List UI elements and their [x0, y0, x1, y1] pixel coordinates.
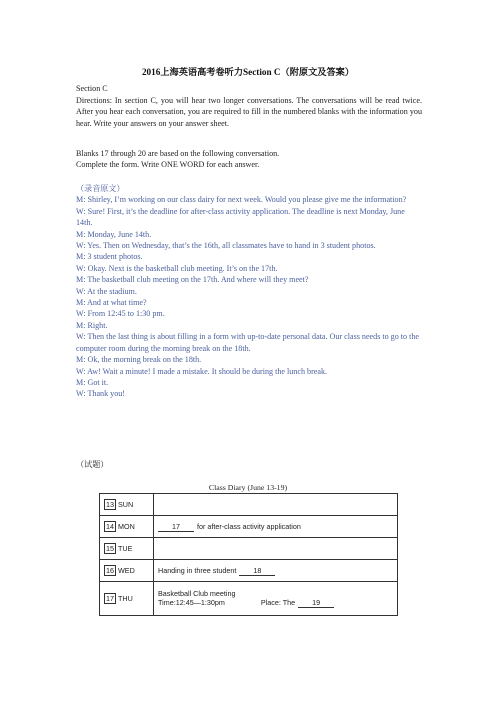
answer-blank-18[interactable]: 18	[239, 566, 275, 576]
date-number: 16	[106, 566, 114, 575]
transcript-line: M: Got it.	[76, 377, 109, 387]
table-row	[100, 582, 398, 616]
transcript-line: M: The basketball club meeting on the 17th. And where will they meet?	[76, 275, 309, 285]
transcript-label: （录音原文）	[76, 184, 125, 193]
table-row	[100, 560, 398, 582]
transcript-line: W: Aw! Wait a minute! I made a mistake. It should be during the lunch break.	[76, 366, 328, 376]
day-name: SUN	[118, 500, 134, 509]
day-name: TUE	[118, 544, 133, 553]
entry-line	[158, 598, 393, 608]
day-name: THU	[118, 594, 133, 603]
day-cell	[100, 494, 154, 516]
date-number: 15	[106, 544, 114, 553]
blanks-instructions	[76, 148, 422, 171]
transcript-line: W: Okay. Next is the basketball club meeting. It’s on the 17th.	[76, 263, 278, 273]
blanks-intro: Blanks 17 through 20 are based on the following conversation.	[76, 149, 280, 158]
transcript-line: W: From 12:45 to 1:30 pm.	[76, 309, 165, 319]
transcript-line: W: Thank you!	[76, 389, 126, 399]
answer-blank-19[interactable]: 19	[298, 598, 334, 608]
day-cell	[100, 516, 154, 538]
date-number: 14	[106, 522, 114, 531]
entry-cell	[154, 582, 398, 616]
day-cell	[100, 560, 154, 582]
directions-paragraph	[76, 95, 422, 129]
transcript-line: W: Yes. Then on Wednesday, that’s the 16th, all classmates have to hand in 3 student photos.	[76, 241, 376, 251]
date-number: 17	[106, 594, 114, 603]
directions-text: Directions: In section C, you will hear two longer conversations. The conversations will be read twice. After you hear each conversation, you are required to fill in the numbered blanks with the information you hear. Write your answers on your answer sheet.	[76, 96, 422, 128]
entry-text: Handing in three student	[158, 565, 237, 575]
entry-line: Basketball Club meeting	[158, 589, 236, 598]
transcript-line: M: Right.	[76, 320, 108, 330]
day-name: WED	[118, 566, 135, 575]
entry-cell	[154, 538, 398, 560]
answer-blank-17[interactable]: 17	[158, 522, 194, 532]
entry-cell	[154, 494, 398, 516]
trial-label: （试题）	[76, 460, 109, 469]
entry-text: for after-class activity application	[197, 521, 301, 531]
section-heading: Section C	[76, 84, 108, 93]
day-cell	[100, 582, 154, 616]
class-diary-table	[99, 493, 398, 616]
transcript-line: M: Monday, June 14th.	[76, 229, 152, 239]
transcript-line: W: Then the last thing is about filling in a form with up-to-date personal data. Our class needs to go to the computer room during the morning break on the 18th.	[76, 332, 420, 353]
day-name: MON	[118, 522, 135, 531]
transcript	[76, 183, 422, 400]
entry-cell	[154, 516, 398, 538]
table-row	[100, 538, 398, 560]
table-row	[100, 516, 398, 538]
table-row	[100, 494, 398, 516]
page-title: 2016上海英语高考卷听力Section C（附原文及答案）	[141, 67, 355, 77]
transcript-line: M: Shirley, I’m working on our class dairy for next week. Would you please give me the information?	[76, 195, 407, 205]
place-text: Place: The	[260, 598, 296, 607]
table-title: Class Diary (June 13-19)	[208, 483, 288, 492]
transcript-line: M: 3 student photos.	[76, 252, 143, 262]
transcript-line: W: Sure! First, it’s the deadline for after-class activity application. The deadline is next Monday, June 14th.	[76, 206, 405, 228]
transcript-line: M: Ok, the morning break on the 18th.	[76, 355, 202, 365]
time-text: Time:12:45—1:30pm	[158, 598, 225, 607]
complete-form-instruction: Complete the form. Write ONE WORD for each answer.	[76, 160, 260, 170]
transcript-line: M: And at what time?	[76, 298, 147, 308]
entry-cell	[154, 560, 398, 582]
transcript-line: W: At the stadium.	[76, 286, 137, 296]
date-number: 13	[106, 500, 114, 509]
day-cell	[100, 538, 154, 560]
